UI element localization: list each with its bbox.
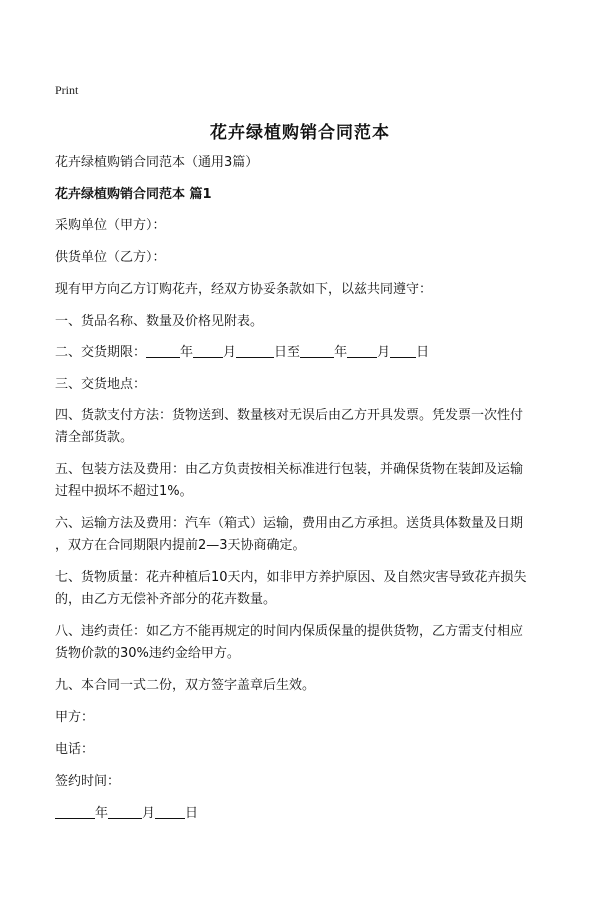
clause-2-year: 年: [180, 345, 194, 360]
date-year: 年: [95, 806, 109, 821]
clause-4-line-2: 清全部货款。: [55, 430, 134, 445]
clause-3: 三、交货地点：: [55, 377, 147, 392]
signature-party-a: 甲方：: [55, 710, 95, 725]
date-month: 月: [142, 806, 156, 821]
clause-2: [55, 342, 550, 364]
clause-2-year2: 年: [334, 345, 348, 360]
document-subtitle: 花卉绿植购销合同范本（通用3篇）: [55, 155, 259, 170]
clause-6-line-1: 六、运输方法及费用：汽车（箱式）运输，费用由乙方承担。送货具体数量及日期: [55, 516, 524, 531]
print-label: Print: [55, 83, 79, 97]
clause-8-line-2: 货物价款的30%违约金给甲方。: [55, 646, 240, 661]
supplier-line: 供货单位（乙方）：: [55, 250, 166, 265]
clause-4-line-1: 四、货款支付方法：货物送到、数量核对无误后由乙方开具发票。凭发票一次性付: [55, 408, 524, 423]
signature-phone: 电话：: [55, 742, 95, 757]
clause-6-line-2: ，双方在合同期限内提前2—3天协商确定。: [55, 538, 306, 553]
page-title: 花卉绿植购销合同范本: [210, 123, 390, 143]
clause-1: 一、货品名称、数量及价格见附表。: [55, 314, 264, 329]
clause-2-month: 月: [223, 345, 237, 360]
clause-9: 九、本合同一式二份，双方签字盖章后生效。: [55, 678, 316, 693]
signature-date: [55, 803, 550, 825]
preamble: 现有甲方向乙方订购花卉，经双方协妥条款如下，以兹共同遵守：: [55, 282, 433, 297]
clause-7-line-2: 的，由乙方无偿补齐部分的花卉数量。: [55, 592, 277, 607]
blank-field: [236, 342, 274, 358]
clause-7-line-1: 七、货物质量：花卉种植后10天内，如非甲方养护原因、及自然灾害导致花卉损失: [55, 570, 527, 585]
clause-2-month2: 月: [377, 345, 391, 360]
blank-field: [347, 342, 377, 358]
clause-5-line-1: 五、包装方法及费用：由乙方负责按相关标准进行包装，并确保货物在装卸及运输: [55, 462, 524, 477]
clause-8-line-1: 八、违约责任：如乙方不能再规定的时间内保质保量的提供货物，乙方需支付相应: [55, 624, 524, 639]
clause-5-line-2: 过程中损坏不超过1%。: [55, 484, 193, 499]
signature-time: 签约时间：: [55, 774, 121, 789]
date-day: 日: [185, 806, 199, 821]
buyer-line: 采购单位（甲方）：: [55, 218, 166, 233]
clause-2-day-to: 日至: [274, 345, 301, 360]
blank-field: [390, 342, 416, 358]
blank-field: [193, 342, 223, 358]
blank-field: [300, 342, 334, 358]
blank-field: [146, 342, 180, 358]
blank-field: [108, 803, 142, 819]
section-heading: 花卉绿植购销合同范本 篇1: [55, 187, 212, 202]
clause-2-prefix: 二、交货期限：: [55, 345, 147, 360]
clause-2-day: 日: [416, 345, 430, 360]
blank-field: [55, 803, 95, 819]
blank-field: [155, 803, 185, 819]
